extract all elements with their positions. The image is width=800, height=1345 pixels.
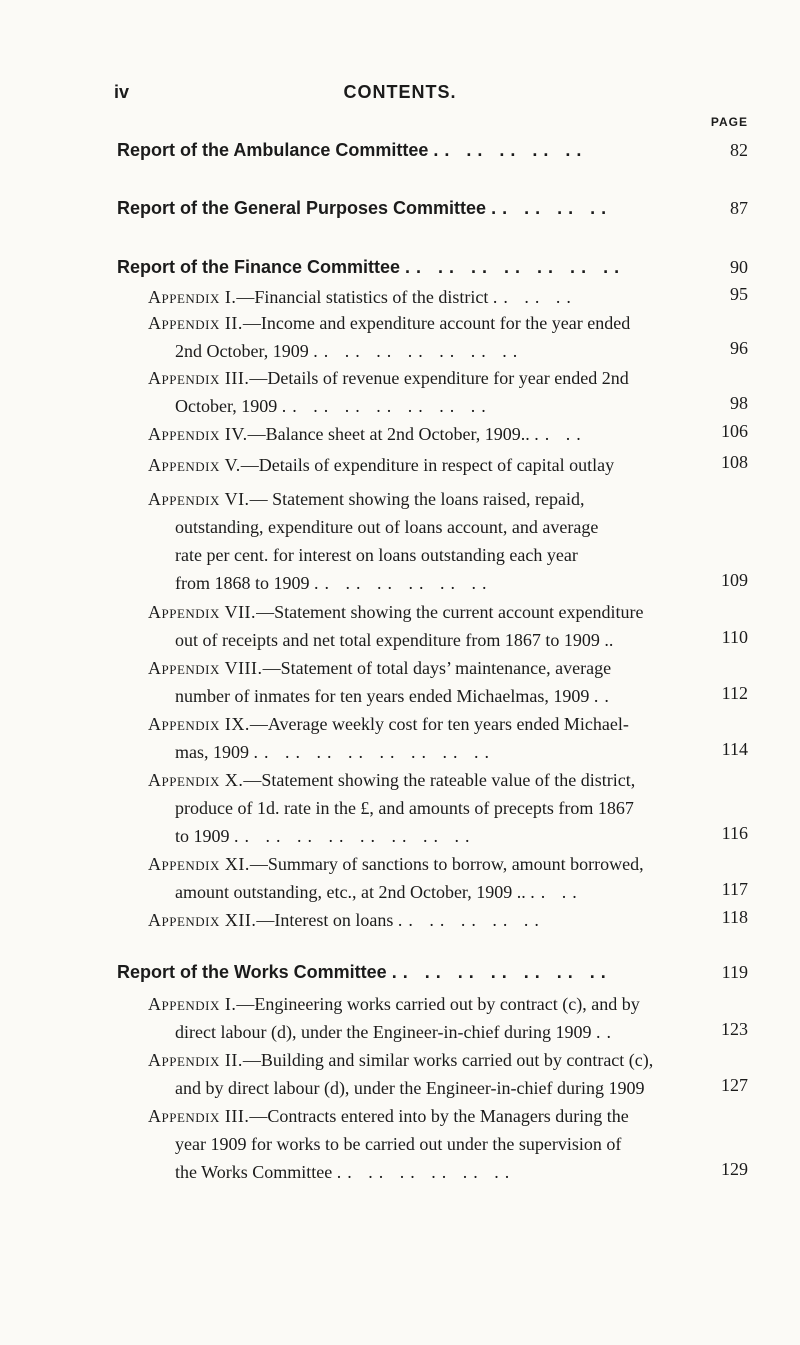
page-ref: 123: [721, 1019, 748, 1039]
appendix-label: Appendix I.: [148, 994, 237, 1014]
page-number: iv: [114, 82, 130, 102]
appendix-label: Appendix I.: [148, 287, 237, 307]
report-title: Report of the Ambulance Committee .. .. .. .. ..: [117, 140, 588, 160]
page-column-label: PAGE: [710, 115, 748, 129]
page-ref: 82: [730, 140, 748, 160]
appendix-label: Appendix VIII.: [148, 658, 263, 678]
contents-page: iv CONTENTS. PAGE Report of the Ambulance Committee .. .. .. .. .. 82 Report of the General Purposes Committee .. .. .. .. 87 Report of the Finance Committee .. .. .. .. .. .. .. 90 Appendix I.—Financial statistics of the district .. .. .. 95 Appendix II.—Income and expenditure account for the year ended 2nd October, 1909 .. .. .. .. .. .. .. 96 Appendix III.—Details of revenue expenditure for year ended 2nd October, 1909 .. .. .. .. .. .. .. 98 Appendix IV.—Balance sheet at 2nd October, 1909.. .. .. 106 Appendix V.—Details of expenditure in respect of capital outlay 108 Appendix VI.— Statement showing the loans raised, repaid, outstanding, expenditure out of loans account, and average rate per cent. for interest on loans outstanding each year from 1868 to 1909 .. .. .. .. .. .. 109 Appendix VII.—Statement showing the current account expenditure out of receipts and net total expenditure from 1867 to 1909 .. 110 Appendix VIII.—Statement of total days’ maintenance, average number of inmates for ten years ended Michaelmas, 1909 .. 112 Appendix IX.—Average weekly cost for ten years ended Michael- mas, 1909 .. .. .. .. .. .. .. .. 114 Appendix X.—Statement showing the rateable value of the district, produce of 1d. rate in the £, and amounts of precepts from 1867 to 1909 .. .. .. .. .. .. .. .. 116 Appendix XI.—Summary of sanctions to borrow, amount borrowed, amount outstanding, etc., at 2nd October, 1909 .. .. .. 117 Appendix XII.—Interest on loans .. .. .. .. .. 118 Report of the Works Committee .. .. .. .. .. .. .. 119 Appendix I.—Engineering works carried out by contract (c), and by direct labour (d), under the Engineer-in-chief during 1909 .. 123 Appendix II.—Building and similar works carried out by contract (c), and by direct labour (d), under the Engineer-in-chief during 1909 127 Appendix III.—Contracts entered into by the Managers during the year 1909 for works to be carried out under the supervision of the Works Committee .. .. .. .. .. .. 129: [0, 0, 800, 1345]
appendix-label: Appendix II.: [148, 1050, 243, 1070]
page-ref: 116: [721, 823, 748, 843]
appendix-label: Appendix II.: [148, 313, 243, 333]
page-ref: 109: [721, 570, 748, 590]
appendix-label: Appendix III.: [148, 368, 250, 388]
appendix-label: Appendix IV.: [148, 424, 248, 444]
page-ref: 119: [721, 962, 748, 982]
appendix-label: Appendix VI.: [148, 489, 250, 509]
running-title: CONTENTS.: [343, 82, 457, 102]
page-ref: 117: [721, 879, 748, 899]
appendix-label: Appendix IX.: [148, 714, 250, 734]
page-ref: 127: [721, 1075, 748, 1095]
appendix-label: Appendix XII.: [148, 910, 257, 930]
appendix-label: Appendix V.: [148, 455, 241, 475]
page-ref: 95: [730, 284, 748, 304]
appendix-label: Appendix III.: [148, 1106, 250, 1126]
page-ref: 106: [721, 421, 748, 441]
page-header: [0, 82, 800, 112]
page-ref: 87: [730, 198, 748, 218]
page-ref: 108: [721, 452, 748, 472]
page-ref: 129: [721, 1159, 748, 1179]
page-ref: 112: [721, 683, 748, 703]
appendix-label: Appendix X.: [148, 770, 244, 790]
page-ref: 110: [721, 627, 748, 647]
report-title: Report of the General Purposes Committee .. .. .. ..: [117, 198, 613, 218]
appendix-label: Appendix XI.: [148, 854, 250, 874]
page-ref: 96: [730, 338, 748, 358]
page-ref: 98: [730, 393, 748, 413]
report-title: Report of the Finance Committee .. .. .. .. .. .. ..: [117, 257, 626, 277]
page-ref: 118: [721, 907, 748, 927]
page-ref: 90: [730, 257, 748, 277]
page-ref: 114: [721, 739, 748, 759]
report-title: Report of the Works Committee .. .. .. .. .. .. ..: [117, 962, 612, 982]
appendix-label: Appendix VII.: [148, 602, 257, 622]
